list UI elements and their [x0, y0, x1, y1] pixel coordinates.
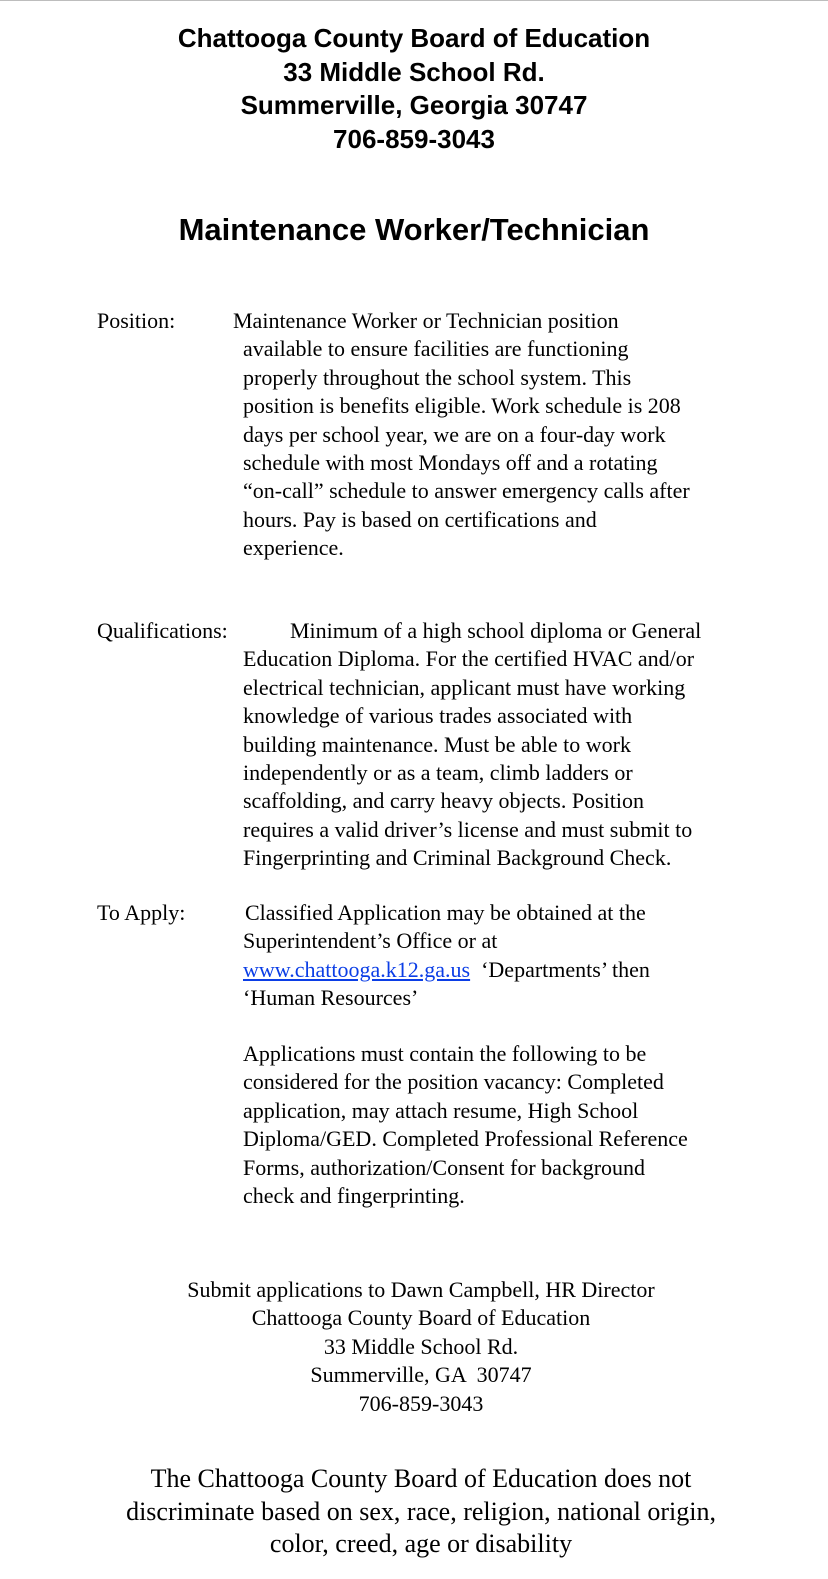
footer-line: color, creed, age or disability [269, 1529, 573, 1558]
application-requirements [243, 1040, 763, 1210]
footer-line: discriminate based on sex, race, religion, national origin, [126, 1496, 716, 1526]
website-link[interactable]: www.chattooga.k12.ga.us [243, 956, 471, 982]
to-apply-link-line [243, 956, 763, 984]
org-phone: 706-859-3043 [333, 123, 495, 154]
letterhead [0, 22, 828, 156]
to-apply-label: To Apply: [97, 900, 186, 925]
position-line: position is benefits eligible. Work schedule is 208 [243, 393, 681, 419]
position-line: hours. Pay is based on certifications and [243, 506, 597, 532]
position-description [233, 307, 763, 563]
qualifications-line: independently or as a team, climb ladders or [243, 760, 633, 786]
submit-street: 33 Middle School Rd. [323, 1333, 519, 1359]
departments-text: ‘Departments’ then [470, 956, 650, 982]
position-label: Position: [97, 308, 176, 333]
requirements-line: Forms, authorization/Consent for background [243, 1154, 646, 1180]
qualifications-label: Qualifications: [97, 618, 228, 643]
requirements-line: Applications must contain the following to be [243, 1041, 647, 1066]
to-apply-line: Superintendent’s Office or at [243, 928, 498, 954]
to-apply-description [243, 899, 763, 1013]
submit-org: Chattooga County Board of Education [251, 1305, 591, 1331]
position-line: “on-call” schedule to answer emergency calls after [243, 478, 690, 504]
submit-phone: 706-859-3043 [358, 1390, 484, 1416]
requirements-line: considered for the position vacancy: Completed [243, 1069, 664, 1095]
position-line: available to ensure facilities are functioning [243, 336, 629, 362]
top-divider [0, 0, 828, 1]
qualifications-line: building maintenance. Must be able to work [243, 731, 631, 757]
qualifications-line: Minimum of a high school diploma or General [290, 618, 702, 643]
to-apply-line: Classified Application may be obtained at the [245, 900, 646, 925]
job-title: Maintenance Worker/Technician [178, 212, 650, 247]
to-apply-line: ‘Human Resources’ [243, 985, 419, 1011]
org-address: 33 Middle School Rd. [283, 56, 545, 87]
position-line: properly throughout the school system. This [243, 364, 632, 390]
qualifications-line: knowledge of various trades associated with [243, 703, 633, 729]
qualifications-line: Education Diploma. For the certified HVAC and/or [243, 646, 695, 672]
qualifications-line: electrical technician, applicant must have working [243, 674, 686, 700]
submit-city: Summerville, GA 30747 [310, 1362, 532, 1388]
org-name: Chattooga County Board of Education [177, 23, 651, 53]
position-line: days per school year, we are on a four-day work [243, 421, 666, 447]
qualifications-line: requires a valid driver’s license and must submit to [243, 816, 693, 842]
footer-line: The Chattooga County Board of Education does not [150, 1464, 692, 1493]
org-city-state: Summerville, Georgia 30747 [240, 90, 588, 120]
submit-to: Submit applications to Dawn Campbell, HR Director [187, 1277, 655, 1302]
requirements-line: Diploma/GED. Completed Professional Reference [243, 1126, 688, 1152]
qualifications-line: scaffolding, and carry heavy objects. Position [243, 788, 644, 814]
qualifications-line: Fingerprinting and Criminal Background Check. [243, 845, 672, 871]
position-line: schedule with most Mondays off and a rotating [243, 450, 658, 476]
position-line: experience. [243, 535, 344, 561]
requirements-line: check and fingerprinting. [243, 1183, 465, 1209]
nondiscrimination-statement [0, 1463, 828, 1561]
position-line: Maintenance Worker or Technician position [233, 308, 619, 333]
qualifications-description [243, 617, 763, 873]
submit-address-block [0, 1276, 828, 1418]
requirements-line: application, may attach resume, High School [243, 1097, 639, 1123]
